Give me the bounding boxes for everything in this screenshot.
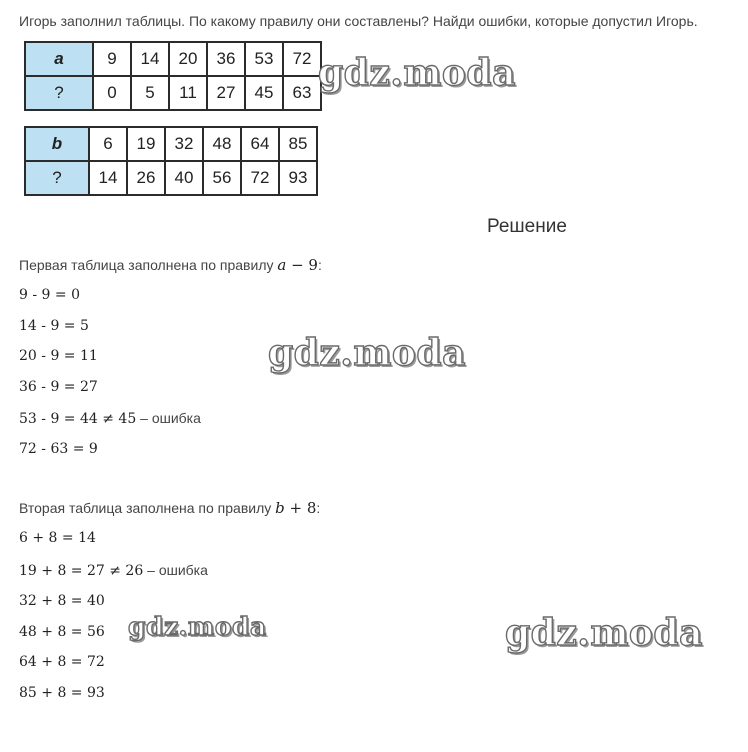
table-b-input-cell: 6 (89, 127, 127, 161)
equation-line: 6 + 8 = 14 (19, 530, 96, 546)
table-b-input-cell: 32 (165, 127, 203, 161)
rule-2-formula (275, 499, 316, 517)
equation-line: 36 - 9 = 27 (19, 379, 98, 395)
rule-1-op: − 9 (286, 256, 318, 274)
table-a-output-cell: 63 (283, 76, 321, 110)
table-b-output-cell: 26 (127, 161, 165, 195)
equation-line-error (19, 410, 201, 427)
equation-line: 72 - 63 = 9 (19, 441, 98, 457)
rule-1 (19, 256, 322, 274)
table-a (24, 41, 322, 111)
table-b-output-cell: 93 (279, 161, 317, 195)
equation-line: 64 + 8 = 72 (19, 654, 105, 670)
table-b-output-row (25, 161, 317, 195)
table-b-output-cell: 72 (241, 161, 279, 195)
rule-2-var: b (275, 499, 285, 517)
table-b-header-var: b (25, 127, 89, 161)
equation-line-error (19, 562, 208, 579)
table-b-output-cell: 14 (89, 161, 127, 195)
table-a-output-cell: 0 (93, 76, 131, 110)
table-a-input-cell: 9 (93, 42, 131, 76)
table-a-input-cell: 53 (245, 42, 283, 76)
equation-line: 20 - 9 = 11 (19, 348, 98, 364)
table-b-input-cell: 85 (279, 127, 317, 161)
table-b-input-cell: 64 (241, 127, 279, 161)
equation-line: 85 + 8 = 93 (19, 685, 105, 701)
table-b-header-q: ? (25, 161, 89, 195)
table-a-output-cell: 27 (207, 76, 245, 110)
table-a-output-row (25, 76, 321, 110)
table-a-header-var: a (25, 42, 93, 76)
table-b-input-cell: 19 (127, 127, 165, 161)
rule-1-var: a (277, 256, 287, 274)
table-a-output-cell: 11 (169, 76, 207, 110)
table-b-output-cell: 56 (203, 161, 241, 195)
watermark: gdz.moda (505, 612, 703, 654)
table-a-input-cell: 72 (283, 42, 321, 76)
rule-2 (19, 499, 320, 517)
table-b-input-row (25, 127, 317, 161)
equation-line: 32 + 8 = 40 (19, 593, 105, 609)
rule-1-formula (277, 256, 318, 274)
rule-1-colon: : (317, 257, 322, 273)
equation-line: 14 - 9 = 5 (19, 318, 89, 334)
watermark: gdz.moda (318, 52, 516, 94)
equation-text: 19 + 8 = 27 ≠ 26 (19, 563, 144, 579)
table-a-input-cell: 36 (207, 42, 245, 76)
table-a-input-cell: 14 (131, 42, 169, 76)
table-a-header-q: ? (25, 76, 93, 110)
equation-line: 48 + 8 = 56 (19, 624, 105, 640)
task-text: Игорь заполнил таблицы. По какому правилу они составлены? Найди ошибки, которые допустил Игорь. (19, 13, 698, 29)
error-note: – ошибка (143, 562, 208, 578)
watermark: gdz.moda (128, 612, 267, 641)
table-a-input-cell: 20 (169, 42, 207, 76)
rule-2-colon: : (316, 500, 321, 516)
rule-1-text: Первая таблица заполнена по правилу (19, 257, 278, 273)
watermark: gdz.moda (268, 332, 466, 374)
error-note: – ошибка (136, 410, 201, 426)
rule-2-op: + 8 (284, 499, 317, 517)
solution-title: Решение (487, 216, 567, 237)
table-a-output-cell: 45 (245, 76, 283, 110)
table-a-input-row (25, 42, 321, 76)
table-b-output-cell: 40 (165, 161, 203, 195)
equation-text: 53 - 9 = 44 ≠ 45 (19, 411, 137, 427)
equation-line: 9 - 9 = 0 (19, 287, 80, 303)
rule-2-text: Вторая таблица заполнена по правилу (19, 500, 276, 516)
table-b (24, 126, 318, 196)
table-b-input-cell: 48 (203, 127, 241, 161)
table-a-output-cell: 5 (131, 76, 169, 110)
